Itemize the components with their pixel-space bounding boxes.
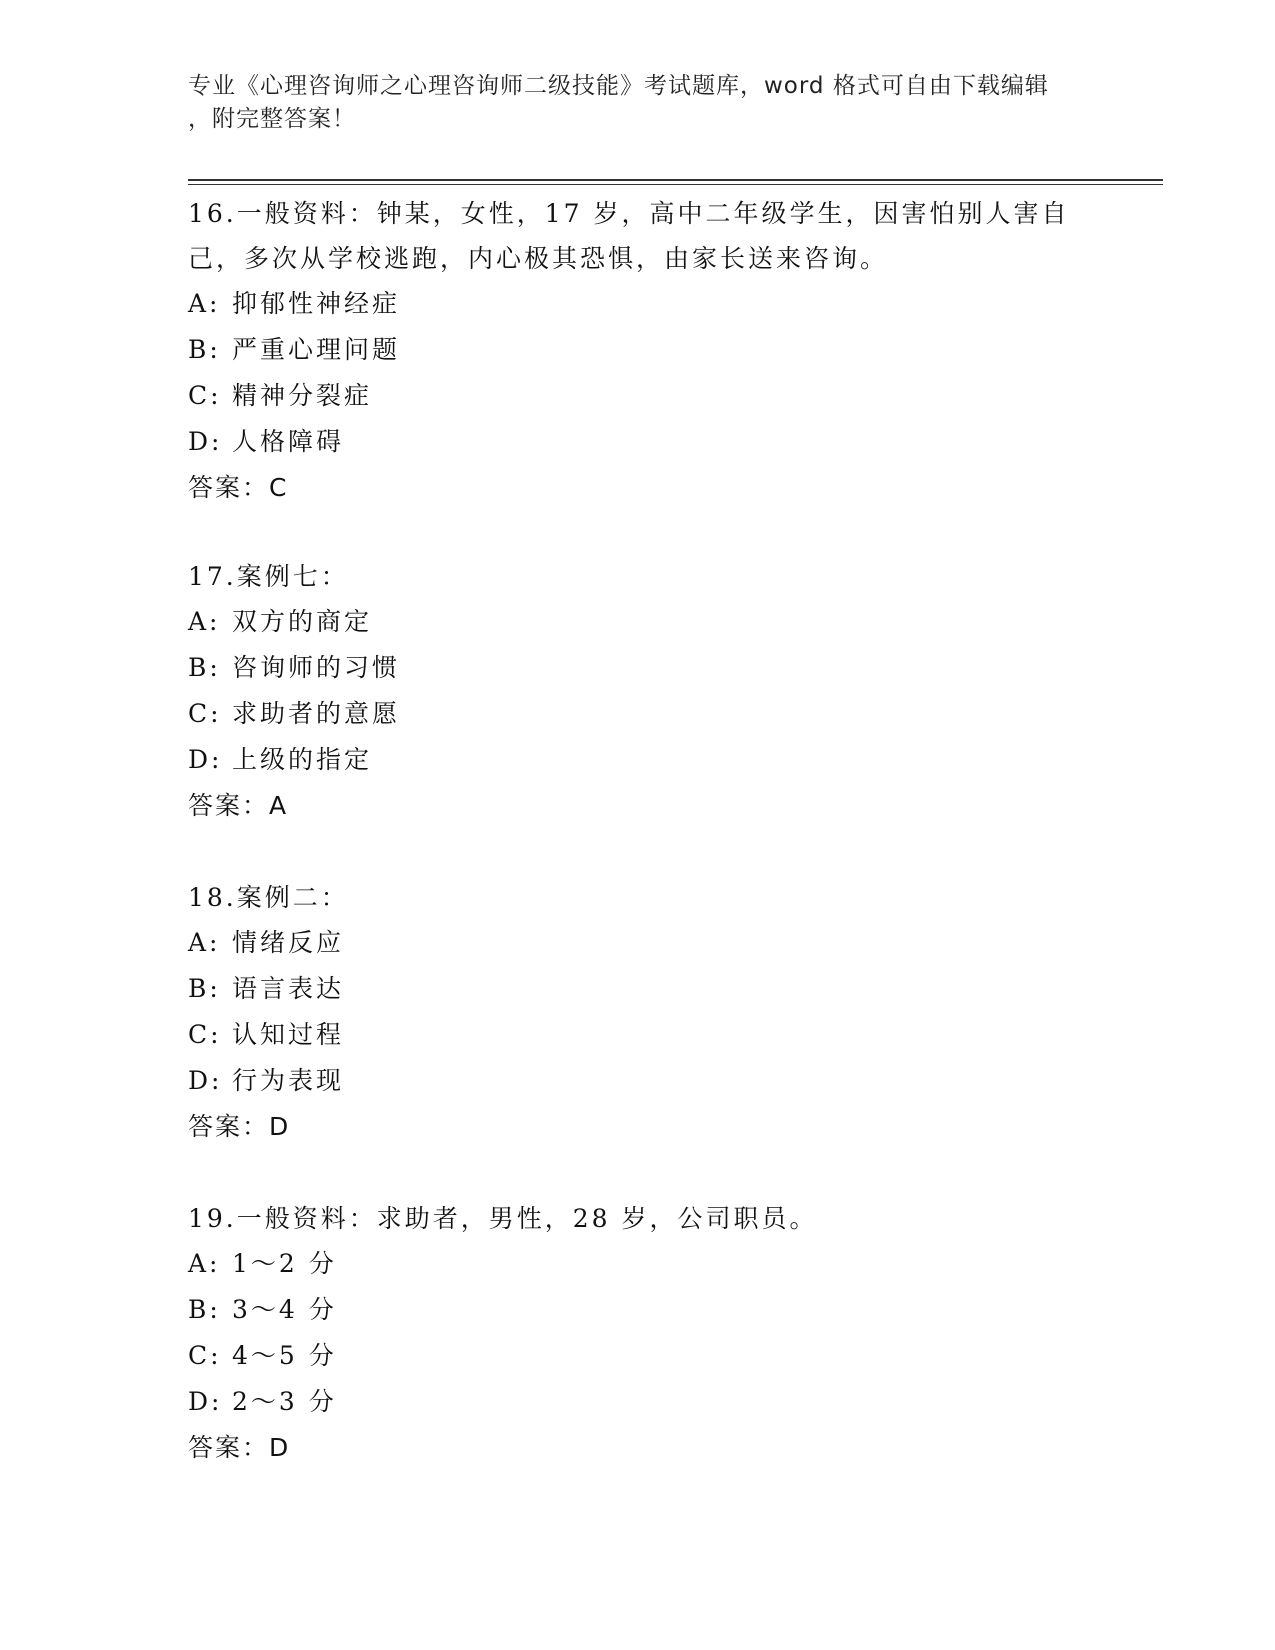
option-c [188,691,1088,737]
answer-line: 答案：C [188,473,289,502]
option-text: 3～4 分 [232,1295,337,1324]
option-text: 人格障碍 [232,427,345,456]
option-text: 2～3 分 [232,1387,337,1416]
question-19 [188,1196,1088,1471]
option-letter: D: [188,1387,223,1416]
option-d [188,1058,1088,1104]
option-letter: A: [188,1249,221,1278]
option-b [188,966,1088,1012]
option-letter: A: [188,928,221,957]
option-letter: B: [188,335,221,364]
answer-line: 答案：D [188,1112,291,1141]
option-letter: D: [188,427,223,456]
option-a [188,1241,1088,1287]
option-letter: D: [188,1066,223,1095]
option-letter: C: [188,1341,222,1370]
option-text: 认知过程 [232,1020,345,1049]
option-text: 严重心理问题 [232,335,401,364]
option-text: 情绪反应 [232,928,345,957]
question-text: 16.一般资料：钟某，女性，17 岁，高中二年级学生，因害怕别人害自己，多次从学校逃跑，内心极其恐惧，由家长送来咨询。 [188,199,1070,273]
option-d [188,419,1088,465]
option-d [188,1379,1088,1425]
option-text: 语言表达 [232,974,345,1003]
option-d [188,737,1088,783]
option-b [188,645,1088,691]
option-text: 上级的指定 [232,745,373,774]
option-c [188,373,1088,419]
header-line-1: 专业《心理咨询师之心理咨询师二级技能》考试题库，word 格式可自由下载编辑 [188,73,1049,99]
option-a [188,281,1088,327]
option-letter: A: [188,289,221,318]
question-17 [188,554,1088,829]
option-letter: C: [188,1020,222,1049]
header-divider-thick [188,179,1163,181]
option-text: 双方的商定 [232,607,373,636]
question-16 [188,191,1088,511]
answer-line: 答案：A [188,791,289,820]
option-a [188,599,1088,645]
header-line-2: ，附完整答案！ [188,106,356,132]
option-text: 4～5 分 [232,1341,337,1370]
option-c [188,1012,1088,1058]
header-divider-thin [188,184,1163,185]
option-text: 行为表现 [232,1066,345,1095]
option-letter: B: [188,974,221,1003]
option-letter: C: [188,699,222,728]
option-text: 抑郁性神经症 [232,289,401,318]
question-text: 17.案例七： [188,562,349,591]
option-c [188,1333,1088,1379]
option-b [188,1287,1088,1333]
option-letter: A: [188,607,221,636]
option-text: 咨询师的习惯 [232,653,401,682]
question-text: 19.一般资料：求助者，男性，28 岁，公司职员。 [188,1204,818,1233]
option-letter: B: [188,653,221,682]
question-text: 18.案例二： [188,883,349,912]
option-letter: B: [188,1295,221,1324]
answer-line: 答案：D [188,1433,291,1462]
option-a [188,920,1088,966]
option-text: 求助者的意愿 [232,699,401,728]
option-letter: D: [188,745,223,774]
document-header [188,70,1088,136]
option-letter: C: [188,381,222,410]
question-18 [188,875,1088,1150]
option-b [188,327,1088,373]
option-text: 精神分裂症 [232,381,373,410]
option-text: 1～2 分 [232,1249,337,1278]
